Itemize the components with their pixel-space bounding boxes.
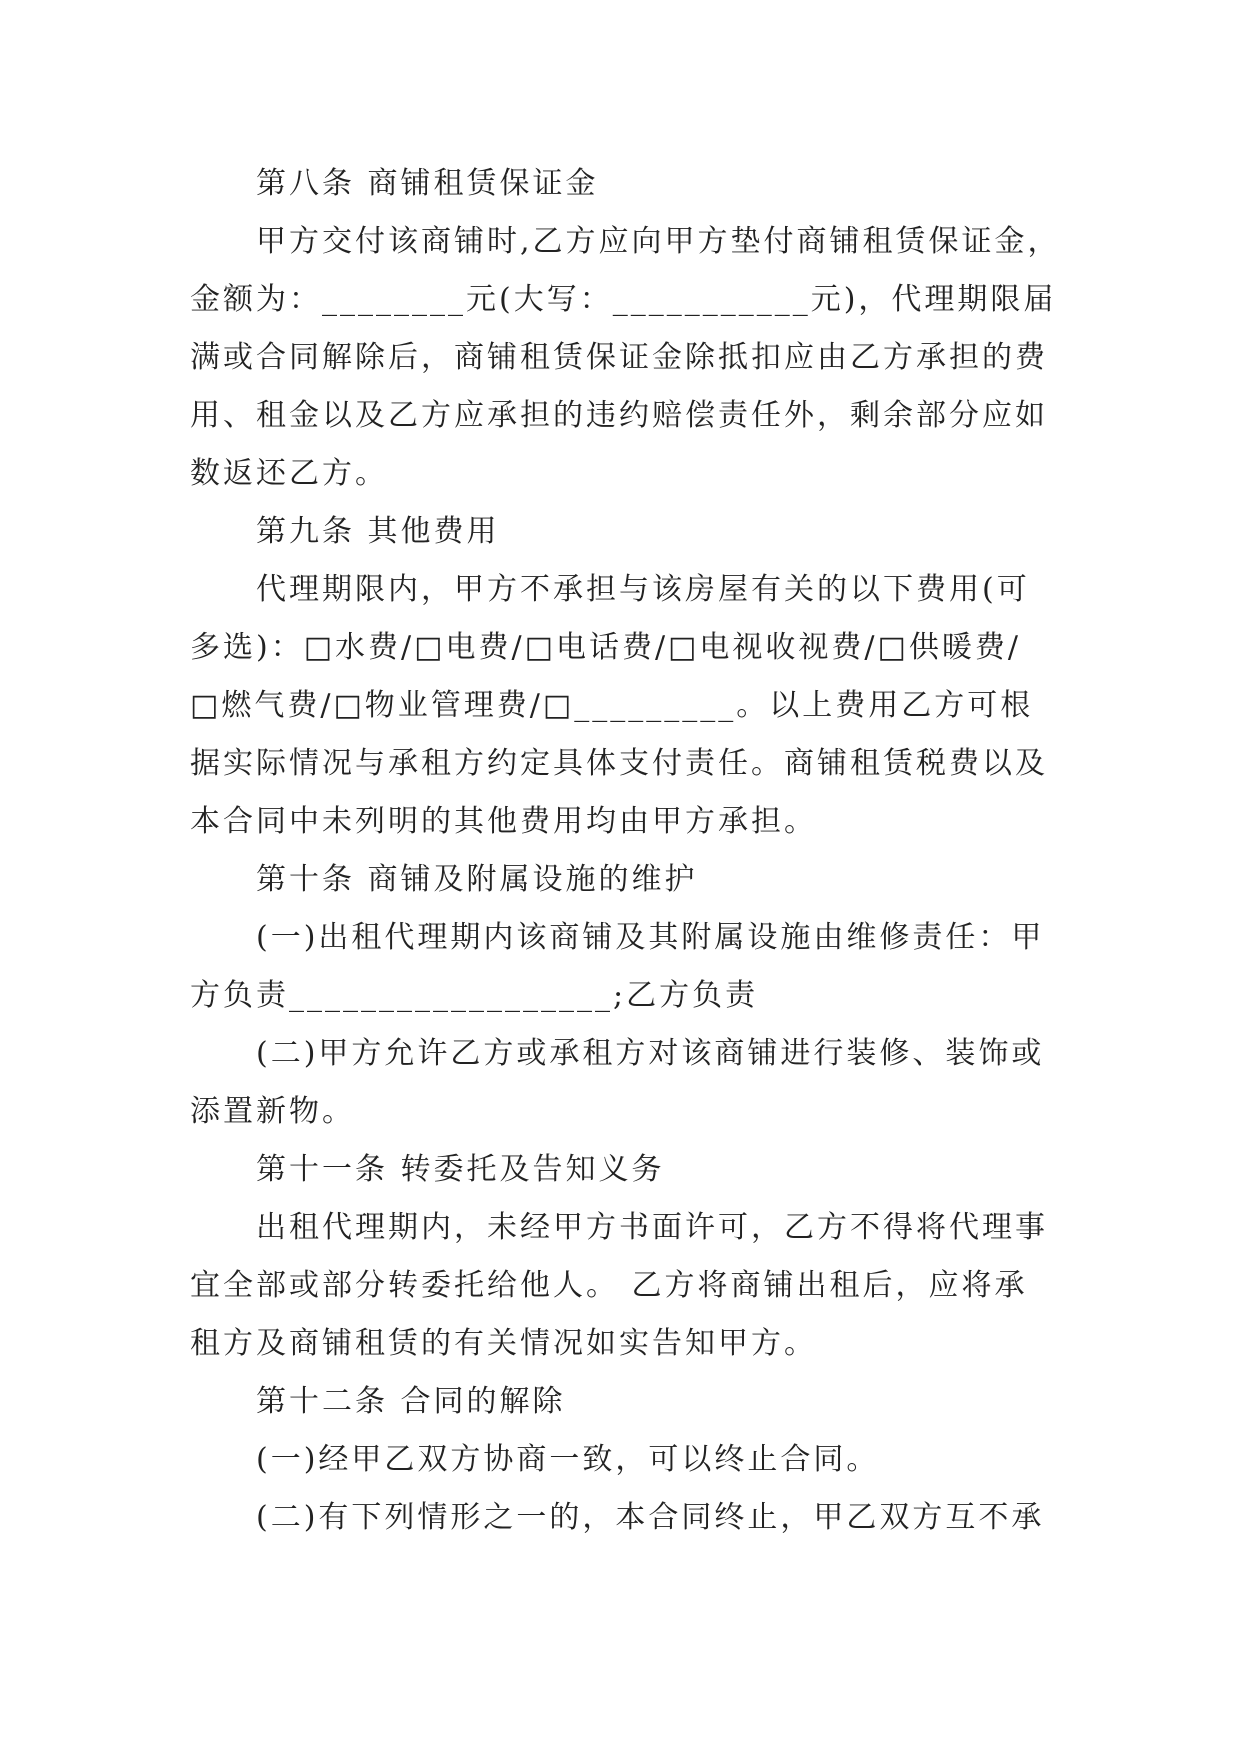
article-9-text-line: 代理期限内，甲方不承担与该房屋有关的以下费用(可 — [256, 572, 1030, 607]
article-9-heading: 第九条 其他费用 — [256, 514, 500, 549]
article-10-text-line: (二)甲方允许乙方或承租方对该商铺进行装修、装饰或 — [256, 1036, 1045, 1071]
article-8-text-line: 用、租金以及乙方应承担的违约赔偿责任外，剩余部分应如 — [190, 398, 1048, 433]
article-9-text-line: 据实际情况与承租方约定具体支付责任。商铺租赁税费以及 — [190, 746, 1048, 781]
article-11-heading: 第十一条 转委托及告知义务 — [256, 1152, 665, 1187]
article-12-text-line: (二)有下列情形之一的，本合同终止，甲乙双方互不承 — [256, 1500, 1045, 1535]
article-10-text-line: 添置新物。 — [190, 1094, 355, 1129]
article-11-text-line: 出租代理期内，未经甲方书面许可，乙方不得将代理事 — [256, 1210, 1048, 1245]
article-9-text-line: □燃气费/□物业管理费/□_________。以上费用乙方可根 — [190, 688, 1034, 723]
article-10-text-line: (一)出租代理期内该商铺及其附属设施由维修责任：甲 — [256, 920, 1045, 955]
article-8-text-line: 甲方交付该商铺时,乙方应向甲方垫付商铺租赁保证金， — [256, 224, 1061, 259]
article-10-text-line: 方负责__________________;乙方负责 — [190, 978, 759, 1013]
article-8-heading: 第八条 商铺租赁保证金 — [256, 166, 599, 201]
article-9-text-line: 本合同中未列明的其他费用均由甲方承担。 — [190, 804, 817, 839]
article-8-text-line: 满或合同解除后，商铺租赁保证金除抵扣应由乙方承担的费 — [190, 340, 1048, 375]
document-body — [190, 155, 1061, 1547]
article-8-text-line: 金额为：________元(大写：___________元)，代理期限届 — [190, 282, 1057, 317]
article-11-text-line: 宜全部或部分转委托给他人。 乙方将商铺出租后，应将承 — [190, 1268, 1028, 1303]
article-12-text-line: (一)经甲乙双方协商一致，可以终止合同。 — [256, 1442, 880, 1477]
article-9-text-line: 多选)：□水费/□电费/□电话费/□电视收视费/□供暖费/ — [190, 630, 1021, 665]
article-8-text-line: 数返还乙方。 — [190, 456, 388, 491]
article-12-heading: 第十二条 合同的解除 — [256, 1384, 566, 1419]
article-11-text-line: 租方及商铺租赁的有关情况如实告知甲方。 — [190, 1326, 817, 1361]
article-10-heading: 第十条 商铺及附属设施的维护 — [256, 862, 698, 897]
